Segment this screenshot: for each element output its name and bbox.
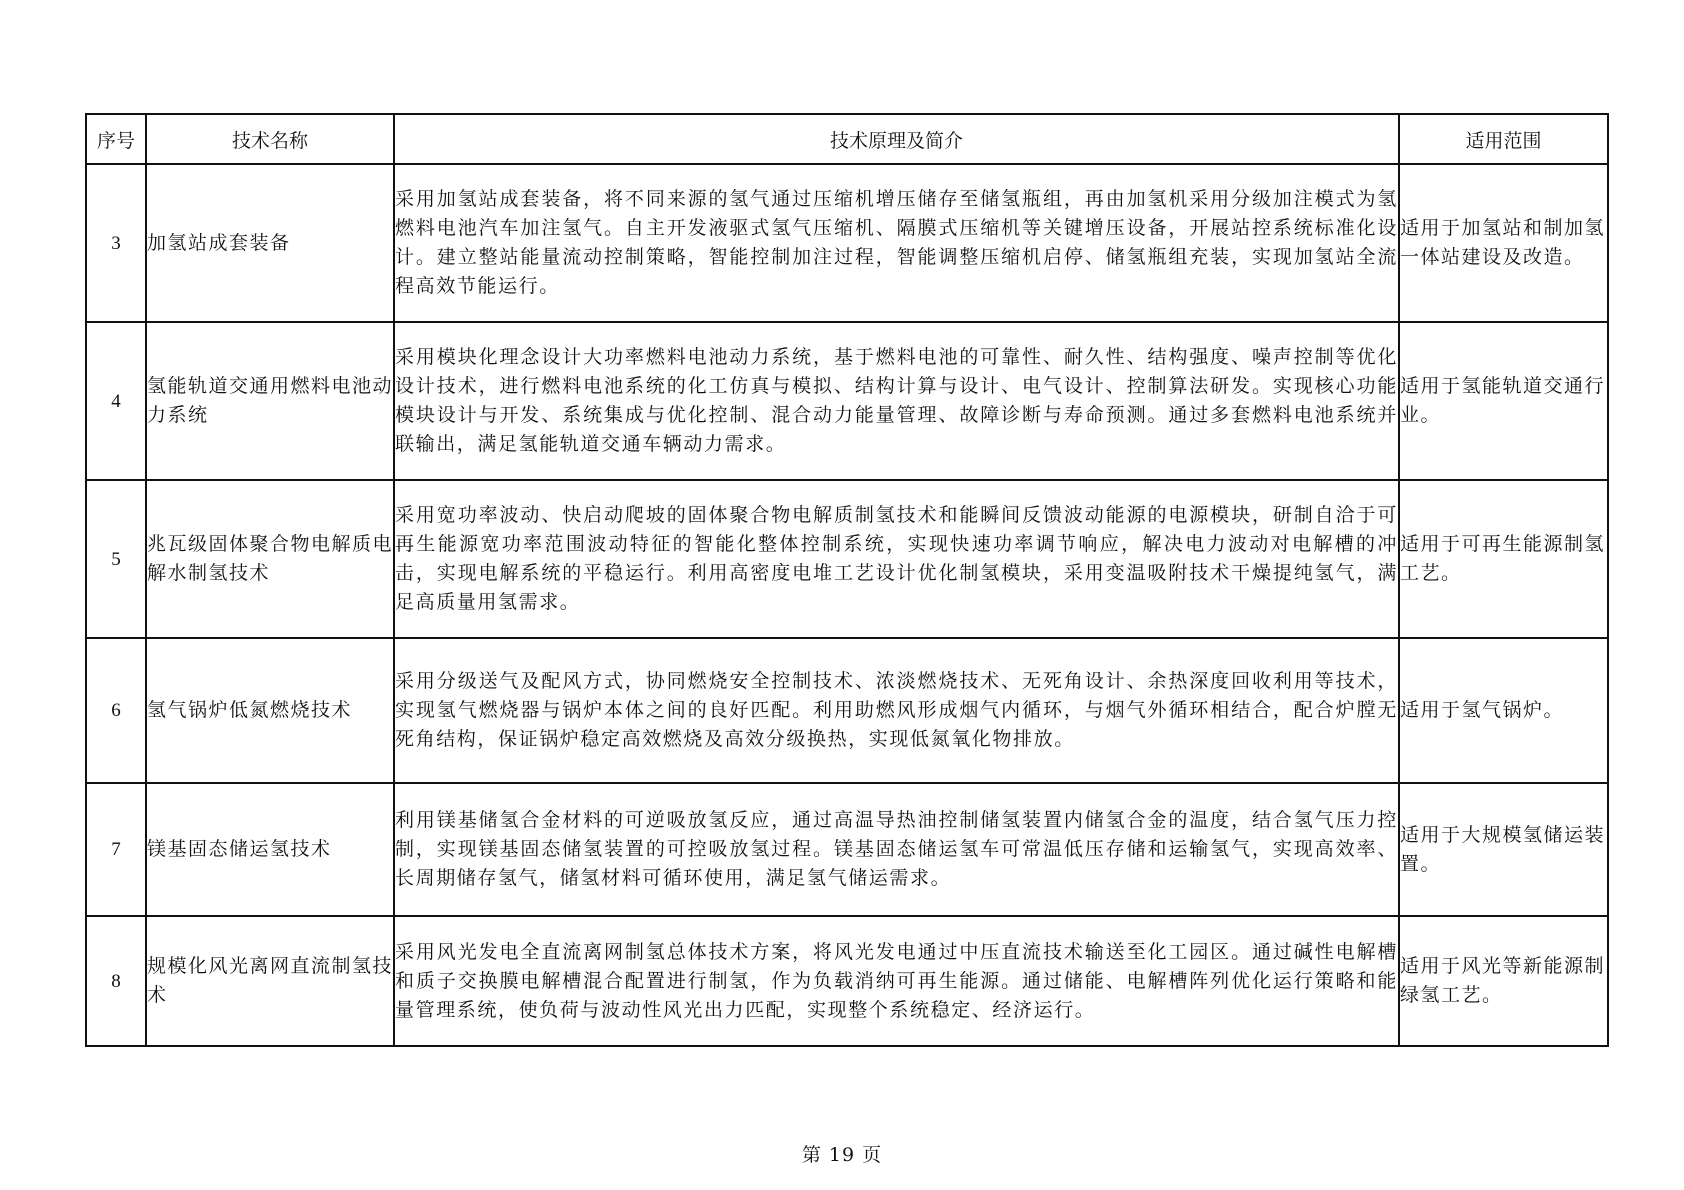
row-serial-number: 5 — [86, 480, 146, 638]
row-technology-name: 规模化风光离网直流制氢技术 — [147, 955, 394, 1006]
table-row — [86, 164, 1608, 322]
row-technology-name: 加氢站成套装备 — [147, 231, 291, 254]
row-serial-number: 4 — [86, 322, 146, 480]
row-scope: 适用于风光等新能源制绿氢工艺。 — [1400, 955, 1606, 1006]
row-scope: 适用于可再生能源制氢工艺。 — [1400, 533, 1606, 584]
row-technology-name: 氢气锅炉低氮燃烧技术 — [147, 699, 353, 721]
row-scope: 适用于氢气锅炉。 — [1400, 699, 1565, 721]
row-description: 采用加氢站成套装备，将不同来源的氢气通过压缩机增压储存至储氢瓶组，再由加氢机采用分级加注模式为氢燃料电池汽车加注氢气。自主开发液驱式氢气压缩机、隔膜式压缩机等关键增压设备，开展站控系统标准化设计。建立整站能量流动控制策略，智能控制加注过程，智能调整压缩机启停、储氢瓶组充装，实现加氢站全流程高效节能运行。 — [395, 188, 1398, 297]
row-scope: 适用于加氢站和制加氢一体站建设及改造。 — [1400, 217, 1606, 268]
row-scope: 适用于大规模氢储运装置。 — [1400, 823, 1606, 875]
page-number: 第 19 页 — [801, 1144, 883, 1166]
table-row — [86, 916, 1608, 1046]
table-row — [86, 783, 1608, 916]
row-technology-name: 镁基固态储运氢技术 — [147, 838, 332, 860]
row-description: 利用镁基储氢合金材料的可逆吸放氢反应，通过高温导热油控制储氢装置内储氢合金的温度，结合氢气压力控制，实现镁基固态储氢装置的可控吸放氢过程。镁基固态储运氢车可常温低压存储和运输氢气，实现高效率、长周期储存氢气，储氢材料可循环使用，满足氢气储运需求。 — [395, 809, 1398, 889]
table-row — [86, 322, 1608, 480]
row-serial-number: 3 — [86, 164, 146, 322]
row-serial-number: 7 — [86, 783, 146, 916]
row-serial-number: 6 — [86, 638, 146, 783]
row-serial-number: 8 — [86, 916, 146, 1046]
row-technology-name: 氢能轨道交通用燃料电池动力系统 — [147, 375, 394, 426]
header-principle-description: 技术原理及简介 — [394, 114, 1399, 164]
technology-table — [85, 113, 1609, 1047]
row-scope: 适用于氢能轨道交通行业。 — [1400, 375, 1606, 426]
header-applicable-scope: 适用范围 — [1399, 114, 1608, 164]
row-technology-name: 兆瓦级固体聚合物电解质电解水制氢技术 — [147, 533, 394, 584]
header-serial-number: 序号 — [86, 114, 146, 164]
row-description: 采用分级送气及配风方式，协同燃烧安全控制技术、浓淡燃烧技术、无死角设计、余热深度回收利用等技术，实现氢气燃烧器与锅炉本体之间的良好匹配。利用助燃风形成烟气内循环，与烟气外循环相结合，配合炉膛无死角结构，保证锅炉稳定高效燃烧及高效分级换热，实现低氮氧化物排放。 — [395, 670, 1398, 750]
header-technology-name: 技术名称 — [146, 114, 394, 164]
table-row — [86, 480, 1608, 638]
row-description: 采用宽功率波动、快启动爬坡的固体聚合物电解质制氢技术和能瞬间反馈波动能源的电源模块，研制自洽于可再生能源宽功率范围波动特征的智能化整体控制系统，实现快速功率调节响应，解决电力波动对电解槽的冲击，实现电解系统的平稳运行。利用高密度电堆工艺设计优化制氢模块，采用变温吸附技术干燥提纯氢气，满足高质量用氢需求。 — [395, 504, 1398, 613]
table-header-row — [86, 114, 1608, 164]
row-description: 采用模块化理念设计大功率燃料电池动力系统，基于燃料电池的可靠性、耐久性、结构强度、噪声控制等优化设计技术，进行燃料电池系统的化工仿真与模拟、结构计算与设计、电气设计、控制算法研发。实现核心功能模块设计与开发、系统集成与优化控制、混合动力能量管理、故障诊断与寿命预测。通过多套燃料电池系统并联输出，满足氢能轨道交通车辆动力需求。 — [395, 346, 1398, 455]
row-description: 采用风光发电全直流离网制氢总体技术方案，将风光发电通过中压直流技术输送至化工园区。通过碱性电解槽和质子交换膜电解槽混合配置进行制氢，作为负载消纳可再生能源。通过储能、电解槽阵列优化运行策略和能量管理系统，使负荷与波动性风光出力匹配，实现整个系统稳定、经济运行。 — [395, 940, 1398, 1021]
table-row — [86, 638, 1608, 783]
